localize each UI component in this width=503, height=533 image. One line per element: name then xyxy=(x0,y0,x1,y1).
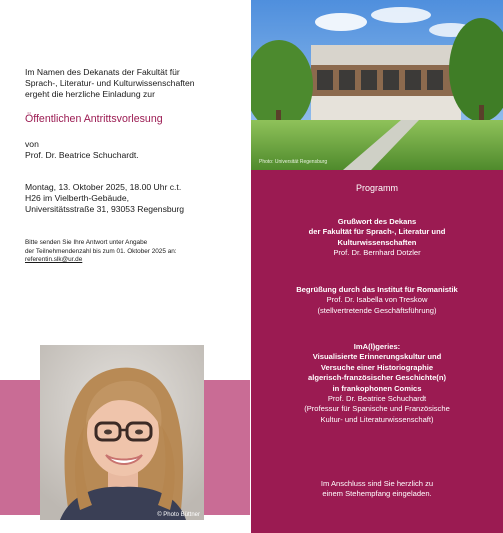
item-heading-line: in frankophonen Comics xyxy=(332,383,422,393)
item-heading-line: Visualisierte Erinnerungskultur und xyxy=(312,352,442,362)
rsvp-line: der Teilnehmendenzahl bis zum 01. Oktober 2025 an: xyxy=(25,247,177,255)
item-speaker-line: (stellvertretende Geschäftsführung) xyxy=(317,305,437,315)
programme-item-welcome xyxy=(251,217,503,259)
campus-photo xyxy=(251,0,503,170)
reception-line: Im Anschluss sind Sie herzlich zu xyxy=(320,479,434,488)
campus-illustration xyxy=(251,0,503,170)
item-speaker-line: Kultur- und Literaturwissenschaft) xyxy=(320,414,434,424)
von-label: von xyxy=(25,139,39,149)
lecture-title: Öffentlichen Antrittsvorlesung xyxy=(25,113,163,125)
event-date-time: Montag, 13. Oktober 2025, 18.00 Uhr c.t. xyxy=(25,182,182,192)
item-heading-line: Versuche einer Historiographie xyxy=(320,362,434,372)
reception-line: einem Stehempfang eingeladen. xyxy=(322,489,432,499)
item-heading-line: ImA(l)geries: xyxy=(353,342,401,351)
rsvp-email-link[interactable]: referentin.slk@ur.de xyxy=(25,256,83,264)
item-speaker-line: Prof. Dr. Isabella von Treskow xyxy=(326,295,428,305)
item-heading-line: algerisch-französischer Geschichte(n) xyxy=(308,373,446,383)
item-heading-line: Grußwort des Dekans xyxy=(337,217,417,226)
item-speaker-line: (Professur für Spanische und Französische xyxy=(304,404,450,414)
intro-line: Sprach-, Literatur- und Kulturwissenschaften xyxy=(25,78,195,88)
event-details xyxy=(25,182,247,215)
invitation-intro xyxy=(25,67,247,100)
programme-panel xyxy=(251,170,503,533)
invitation-column xyxy=(0,0,250,533)
programme-title: Programm xyxy=(355,183,398,193)
item-speaker-line: Prof. Dr. Beatrice Schuchardt xyxy=(327,394,427,404)
programme-item-greeting xyxy=(251,285,503,316)
speaker-portrait xyxy=(40,345,204,520)
item-heading-line: der Fakultät für Sprach-, Literatur und xyxy=(308,227,446,237)
speaker-name: Prof. Dr. Beatrice Schuchardt. xyxy=(25,150,139,160)
event-address: Universitätsstraße 31, 93053 Regensburg xyxy=(25,204,185,214)
reception-note xyxy=(251,479,503,500)
portrait-illustration xyxy=(40,345,204,520)
rsvp-line: Bitte senden Sie Ihre Antwort unter Angabe xyxy=(25,239,148,246)
item-speaker-line: Prof. Dr. Bernhard Dotzler xyxy=(333,248,421,258)
event-room: H26 im Vielberth-Gebäude, xyxy=(25,193,129,203)
rsvp-note xyxy=(25,239,247,265)
intro-line: ergeht die herzliche Einladung zur xyxy=(25,89,155,99)
programme-column xyxy=(251,0,503,533)
campus-photo-credit: Photo: Universität Regensburg xyxy=(259,159,328,165)
programme-item-lecture xyxy=(251,342,503,425)
portrait-photo-credit: © Photo Büttner xyxy=(157,512,200,518)
item-heading-line: Begrüßung durch das Institut für Romanistik xyxy=(296,285,458,294)
intro-line: Im Namen des Dekanats der Fakultät für xyxy=(25,67,180,77)
item-heading-line: Kulturwissenschaften xyxy=(337,237,417,247)
